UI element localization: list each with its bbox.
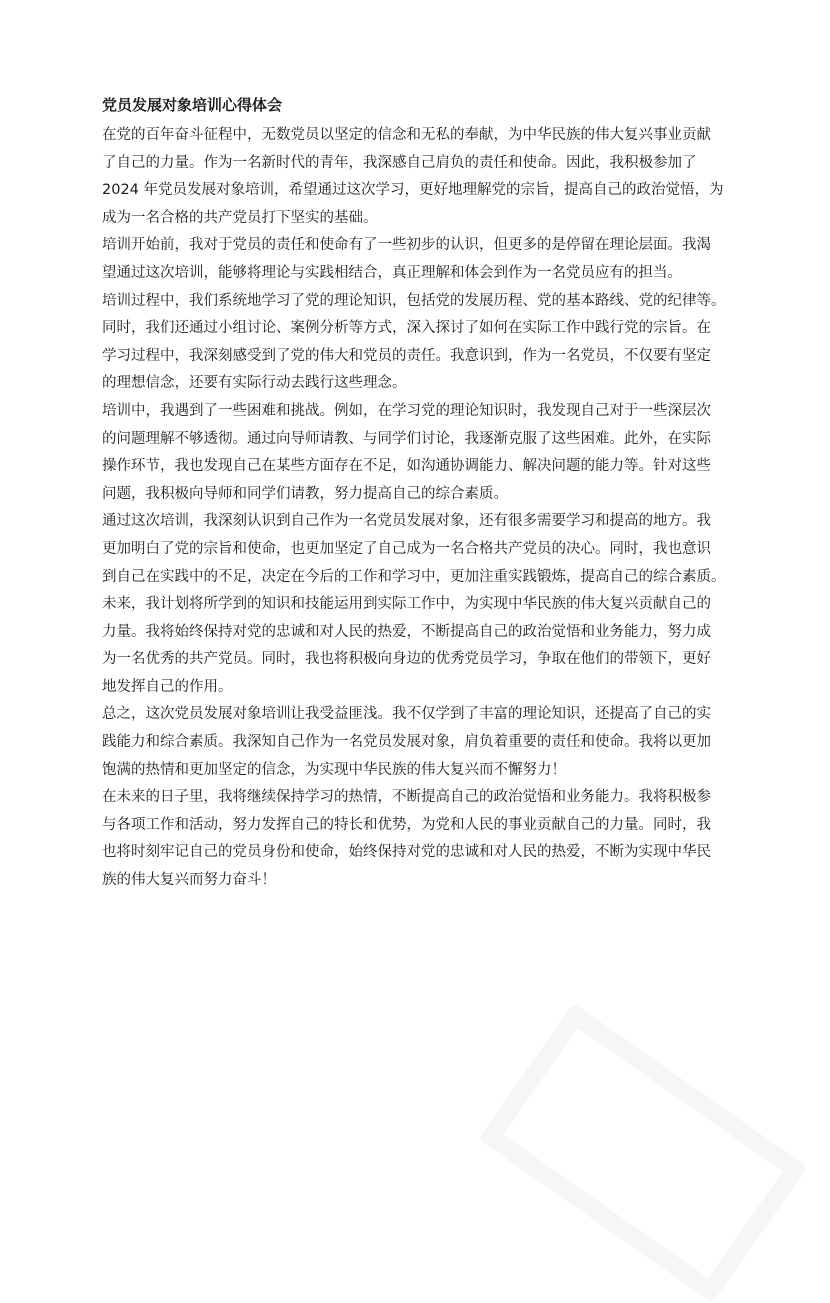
paragraph — [102, 122, 742, 232]
text-line: 与各项工作和活动，努力发挥自己的特长和优势，为党和人民的事业贡献自己的力量。同时，我 — [102, 816, 711, 833]
text-line: 培训中，我遇到了一些困难和挑战。例如，在学习党的理论知识时，我发现自己对于一些深层次 — [102, 402, 711, 419]
text-line: 的理想信念，还要有实际行动去践行这些理念。 — [102, 375, 407, 392]
text-line: 的问题理解不够透彻。通过向导师请教、与同学们讨论，我逐渐克服了这些困难。此外，在实际 — [102, 430, 711, 447]
text-line: 地发挥自己的作用。 — [102, 678, 233, 695]
text-line: 总之，这次党员发展对象培训让我受益匪浅。我不仅学到了丰富的理论知识，还提高了自己的实 — [102, 706, 711, 723]
paragraph — [102, 784, 742, 894]
document-body — [102, 93, 742, 895]
text-line: 也将时刻牢记自己的党员身份和使命，始终保持对党的忠诚和对人民的热爱，不断为实现中华民 — [102, 844, 711, 861]
text-line: 培训开始前，我对于党员的责任和使命有了一些初步的认识，但更多的是停留在理论层面。我渴 — [102, 237, 711, 254]
text-line: 问题，我积极向导师和同学们请教，努力提高自己的综合素质。 — [102, 485, 508, 502]
document-title: 党员发展对象培训心得体会 — [102, 96, 283, 114]
paragraph — [102, 398, 742, 508]
text-line: 到自己在实践中的不足，决定在今后的工作和学习中，更加注重实践锻炼，提高自己的综合素质。 — [102, 568, 726, 585]
text-line: 同时，我们还通过小组讨论、案例分析等方式，深入探讨了如何在实际工作中践行党的宗旨。在 — [102, 320, 711, 337]
text-line: 族的伟大复兴而努力奋斗！ — [102, 872, 276, 889]
text-line: 未来，我计划将所学到的知识和技能运用到实际工作中，为实现中华民族的伟大复兴贡献自己的 — [102, 596, 711, 613]
text-line: 更加明白了党的宗旨和使命，也更加坚定了自己成为一名合格共产党员的决心。同时，我也意识 — [102, 540, 711, 557]
text-line: 2024 年党员发展对象培训，希望通过这次学习，更好地理解党的宗旨，提高自己的政治觉悟，为 — [102, 182, 724, 199]
text-line: 在党的百年奋斗征程中，无数党员以坚定的信念和无私的奉献，为中华民族的伟大复兴事业贡献 — [102, 127, 711, 143]
text-line: 操作环节，我也发现自己在某些方面存在不足，如沟通协调能力、解决问题的能力等。针对这些 — [102, 458, 711, 475]
paragraph — [102, 701, 742, 784]
text-line: 学习过程中，我深刻感受到了党的伟大和党员的责任。我意识到，作为一名党员，不仅要有坚定 — [102, 347, 711, 364]
text-line: 成为一名合格的共产党员打下坚实的基础。 — [102, 209, 378, 226]
paragraph — [102, 591, 742, 701]
text-line: 了自己的力量。作为一名新时代的青年，我深感自己肩负的责任和使命。因此，我积极参加了 — [102, 154, 697, 171]
text-line: 通过这次培训，我深刻认识到自己作为一名党员发展对象，还有很多需要学习和提高的地方。我 — [102, 513, 711, 530]
text-line: 力量。我将始终保持对党的忠诚和对人民的热爱，不断提高自己的政治觉悟和业务能力，努力成 — [102, 623, 711, 640]
paragraph — [102, 232, 742, 287]
text-line: 培训过程中，我们系统地学习了党的理论知识，包括党的发展历程、党的基本路线、党的纪律等。 — [102, 292, 726, 309]
text-line: 望通过这次培训，能够将理论与实践相结合，真正理解和体会到作为一名党员应有的担当。 — [102, 264, 682, 281]
watermark — [478, 1003, 807, 1303]
text-line: 为一名优秀的共产党员。同时，我也将积极向身边的优秀党员学习，争取在他们的带领下，更好 — [102, 651, 711, 668]
text-line: 饱满的热情和更加坚定的信念，为实现中华民族的伟大复兴而不懈努力！ — [102, 761, 566, 778]
paragraph — [102, 508, 742, 591]
paragraph — [102, 288, 742, 398]
text-line: 在未来的日子里，我将继续保持学习的热情，不断提高自己的政治觉悟和业务能力。我将积极参 — [102, 789, 711, 806]
text-line: 践能力和综合素质。我深知自己作为一名党员发展对象，肩负着重要的责任和使命。我将以更加 — [102, 734, 711, 751]
